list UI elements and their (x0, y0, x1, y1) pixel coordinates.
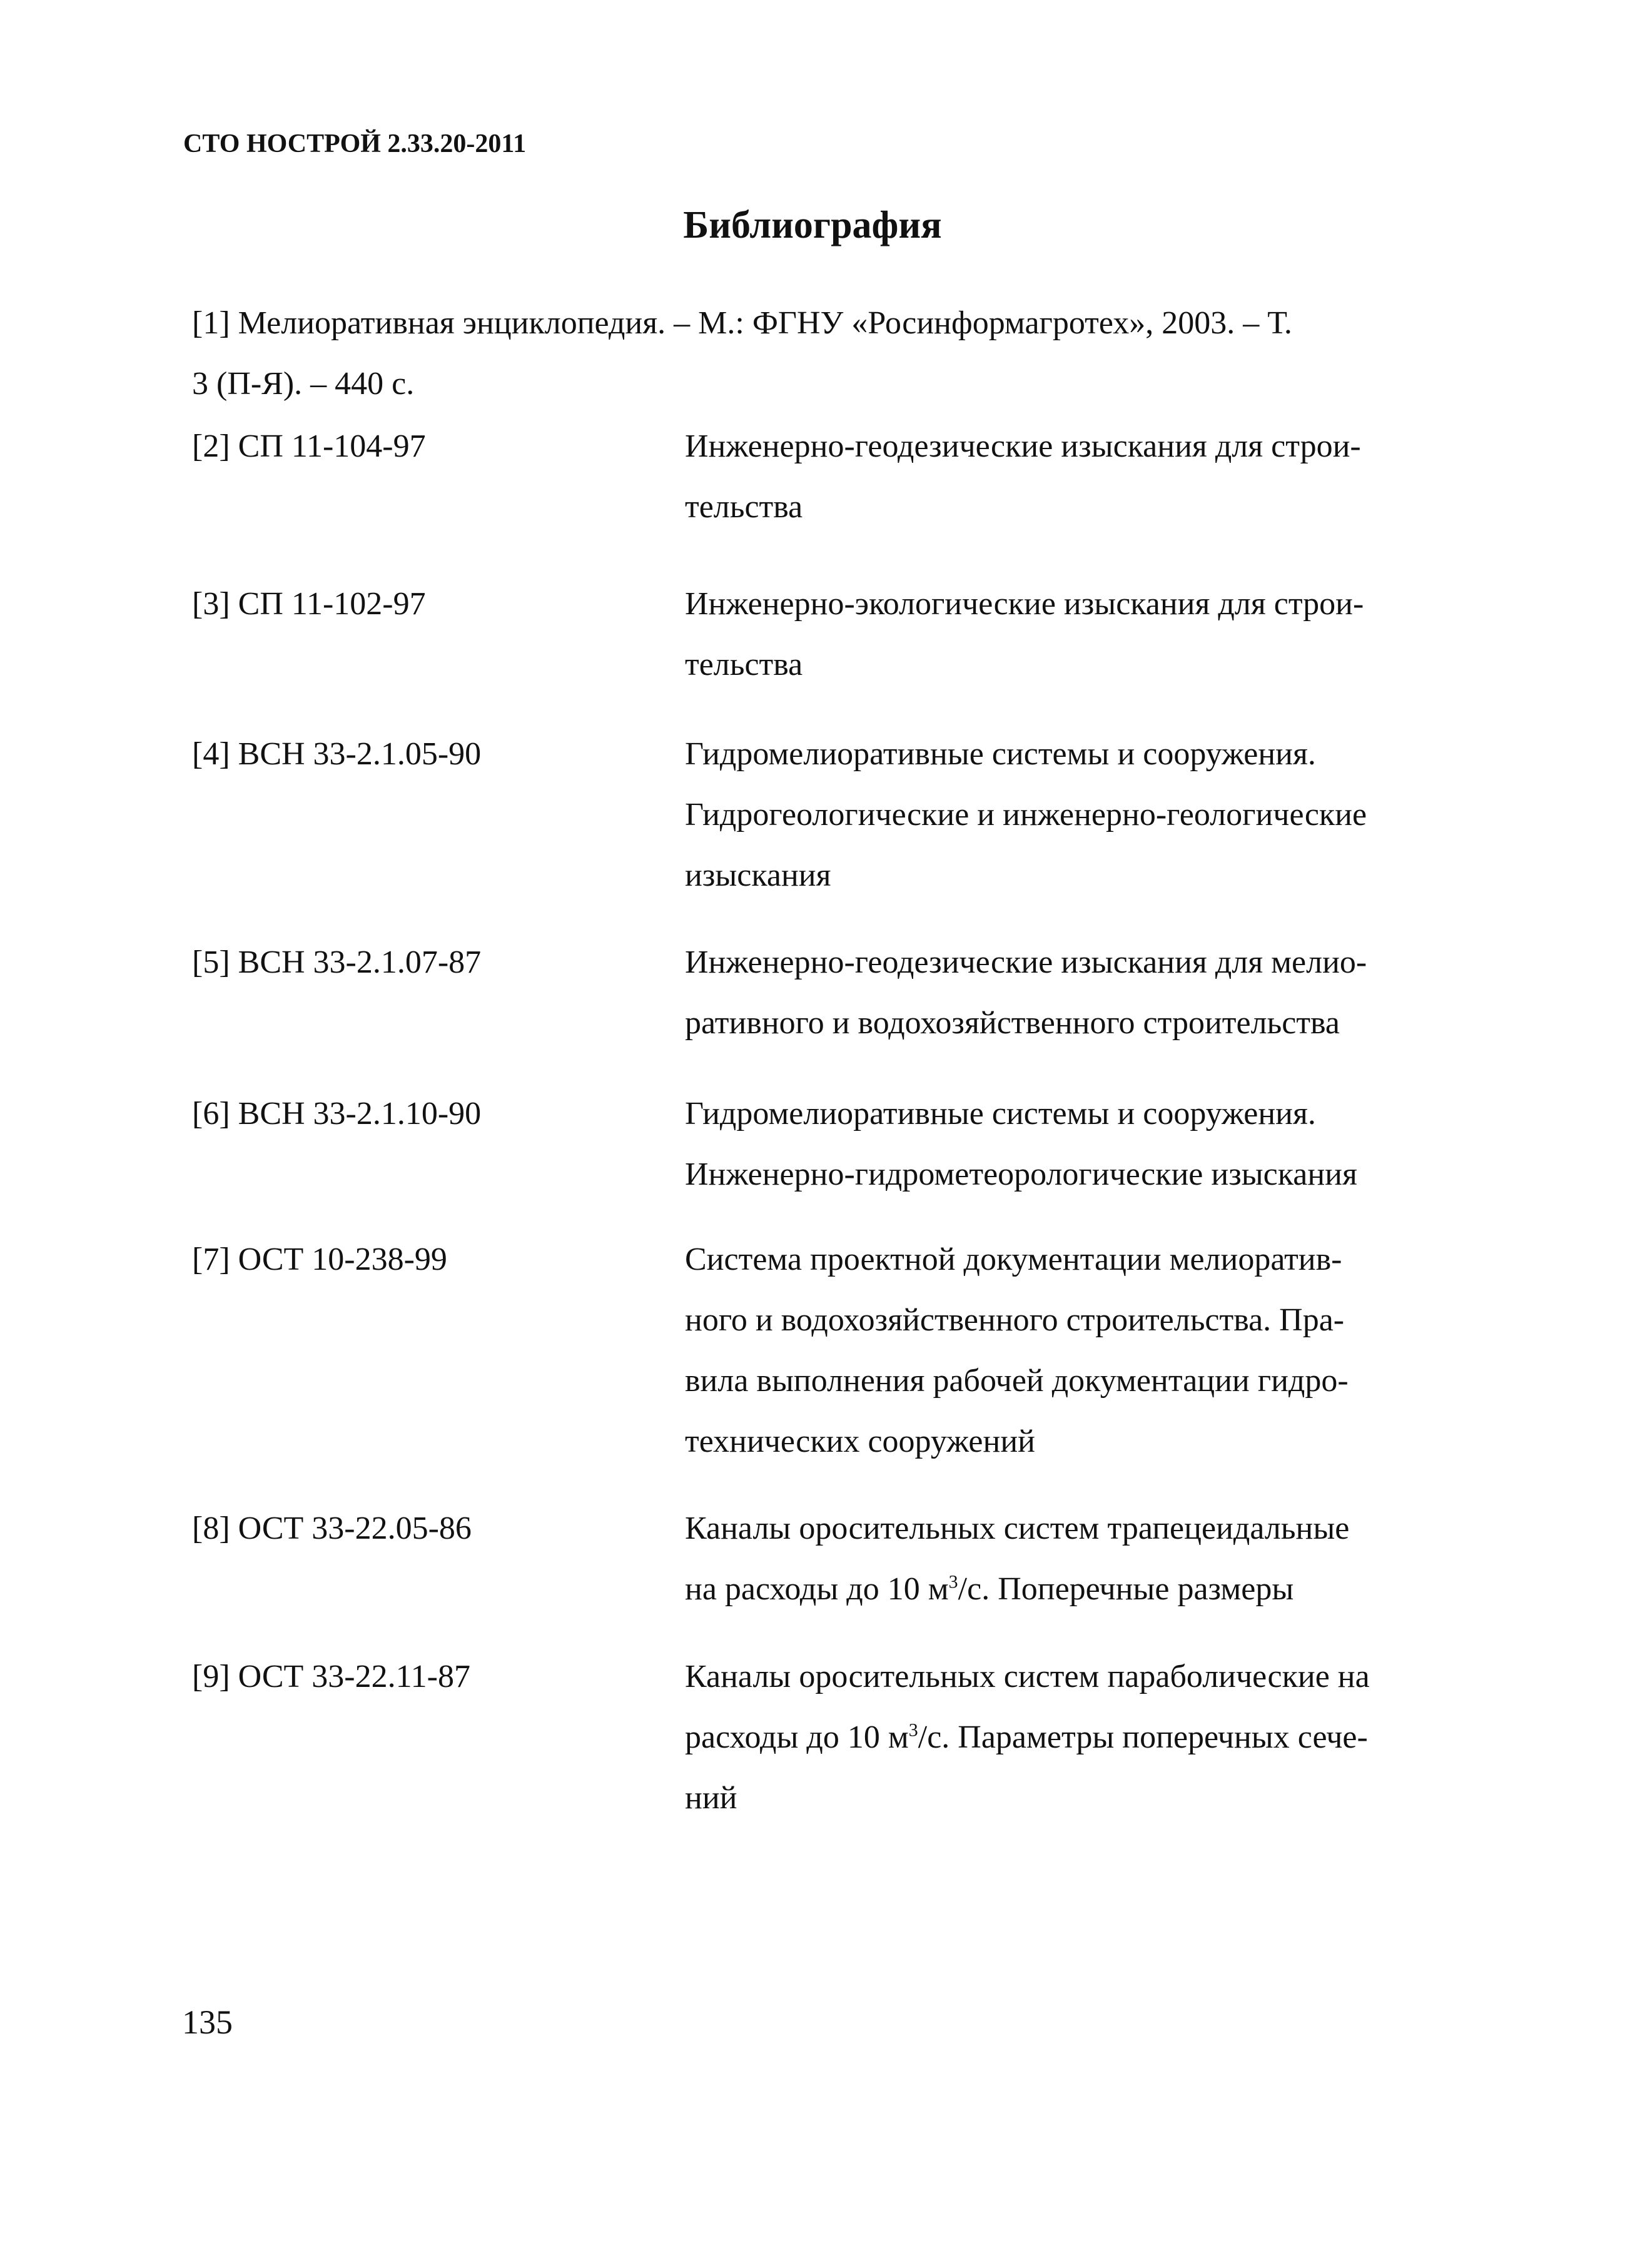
entry-8-title-line (685, 1559, 1451, 1619)
entry-9-text-part: расходы до 10 м (685, 1719, 909, 1755)
entry-4-code: [4] ВСН 33-2.1.05-90 (192, 736, 482, 772)
entry-5-title-line: ративного и водохозяйственного строительства (685, 1005, 1340, 1041)
entry-8-text-part: на расходы до 10 м (685, 1571, 949, 1607)
entry-4-title-line: Гидромелиоративные системы и сооружения. (685, 736, 1316, 772)
entry-9-code: [9] ОСТ 33-22.11-87 (192, 1659, 470, 1694)
entry-6-title-line: Гидромелиоративные системы и сооружения. (685, 1096, 1316, 1131)
superscript-exponent: 3 (908, 1719, 918, 1741)
entry-3-title-line: Инженерно-экологические изыскания для строи- (685, 586, 1364, 622)
entry-2-title-line: Инженерно-геодезические изыскания для строи- (685, 428, 1361, 464)
entry-8-code: [8] ОСТ 33-22.05-86 (192, 1511, 472, 1546)
entry-7-title (685, 1229, 1451, 1472)
entry-8-title-line: Каналы оросительных систем трапецеидальные (685, 1511, 1350, 1546)
entry-7-code: [7] ОСТ 10-238-99 (192, 1242, 447, 1277)
entry-6-code: [6] ВСН 33-2.1.10-90 (192, 1096, 482, 1131)
entry-8-title (685, 1498, 1451, 1619)
entry-9-title-line (685, 1707, 1451, 1768)
bibliography-entry-1 (192, 293, 1449, 414)
entry-2-code: [2] СП 11-104-97 (192, 428, 426, 464)
entry-5-title (685, 932, 1451, 1053)
entry-9-title-line: Каналы оросительных систем параболические на (685, 1659, 1370, 1694)
entry-7-title-line: вила выполнения рабочей документации гидро- (685, 1363, 1349, 1399)
entry-4-title (685, 724, 1451, 906)
entry-9-text-part: /с. Параметры поперечных сече- (918, 1719, 1368, 1755)
entry-7-title-line: технических сооружений (685, 1424, 1035, 1459)
entry-7-title-line: Система проектной документации мелиоратив- (685, 1242, 1342, 1277)
entry-8-text-part: /с. Поперечные размеры (958, 1571, 1294, 1607)
entry-7-title-line: ного и водохозяйственного строительства. Пра- (685, 1302, 1345, 1338)
entry-1-line-1: [1] Мелиоративная энциклопедия. – М.: ФГНУ «Росинформагротех», 2003. – Т. (192, 305, 1292, 341)
page-title: Библиография (683, 204, 942, 246)
superscript-exponent: 3 (948, 1571, 958, 1592)
entry-5-code: [5] ВСН 33-2.1.07-87 (192, 944, 482, 980)
page-number: 135 (182, 2003, 233, 2041)
entry-9-title (685, 1646, 1451, 1828)
entry-4-title-line: изыскания (685, 858, 831, 893)
entry-3-title-line: тельства (685, 647, 803, 682)
entry-6-title (685, 1083, 1451, 1205)
entry-3-title (685, 574, 1451, 695)
entry-4-title-line: Гидрогеологические и инженерно-геологические (685, 797, 1367, 833)
entry-1-line-2: 3 (П-Я). – 440 с. (192, 366, 415, 402)
entry-3-code: [3] СП 11-102-97 (192, 586, 426, 622)
entry-9-title-line: ний (685, 1780, 737, 1816)
entry-2-title-line: тельства (685, 489, 803, 525)
entry-6-title-line: Инженерно-гидрометеорологические изыскания (685, 1157, 1357, 1192)
entry-2-title (685, 416, 1451, 537)
document-header: СТО НОСТРОЙ 2.33.20-2011 (183, 129, 527, 158)
entry-5-title-line: Инженерно-геодезические изыскания для мелио- (685, 944, 1367, 980)
